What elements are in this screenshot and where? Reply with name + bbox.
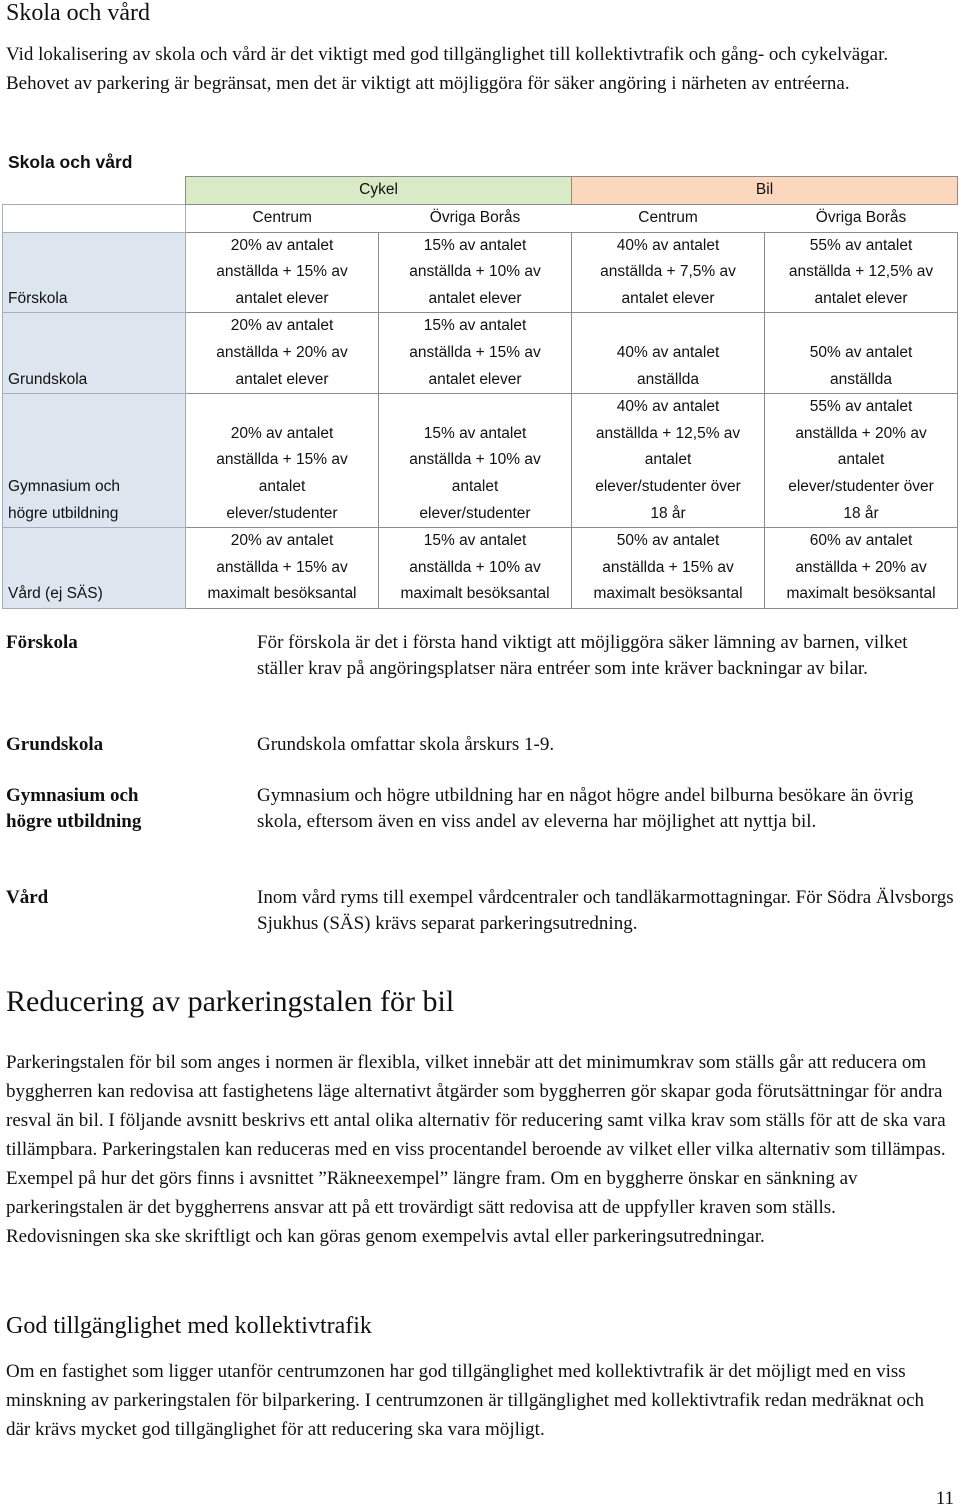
table-cell: 20% av antalet anställda + 20% av antalet elever [186, 313, 379, 394]
row-label: Grundskola [3, 313, 186, 394]
table-cell: 50% av antalet anställda [765, 313, 958, 394]
intro-paragraph: Vid lokalisering av skola och vård är det viktigt med god tillgänglighet till kollektivtrafik och gång- och cykelvägar. Behovet av parkering är begränsat, men det är viktigt att möjliggöra för säker angöring i närheten av entréerna. [6, 44, 889, 94]
group-header-row [3, 177, 958, 205]
sub-header-bil-centrum: Centrum [572, 205, 765, 233]
table-cell: 50% av antalet anställda + 15% av maximalt besöksantal [572, 528, 765, 609]
definition-term: Grundskola [6, 734, 104, 755]
sub-header-bil-ovriga: Övriga Borås [765, 205, 958, 233]
section-heading-kollektivtrafik: God tillgänglighet med kollektivtrafik [6, 1313, 372, 1339]
parking-norm-table [2, 176, 958, 609]
row-label: Gymnasium och högre utbildning [3, 394, 186, 528]
table-cell: 40% av antalet anställda [572, 313, 765, 394]
table-cell: 15% av antalet anställda + 15% av antalet elever [379, 313, 572, 394]
table-cell: 40% av antalet anställda + 12,5% av antalet elever/studenter över 18 år [572, 394, 765, 528]
section-heading-reducering: Reducering av parkeringstalen för bil [6, 985, 455, 1018]
row-label: Förskola [3, 232, 186, 313]
page-heading: Skola och vård [6, 0, 150, 26]
definition-term: Förskola [6, 632, 78, 653]
header-empty-cell [3, 177, 186, 205]
table-cell: 20% av antalet anställda + 15% av antalet elever [186, 232, 379, 313]
page-number: 11 [935, 1488, 954, 1509]
table-cell: 15% av antalet anställda + 10% av antalet elever/studenter [379, 394, 572, 528]
definition-text: Inom vård ryms till exempel vårdcentraler och tandläkarmottagningar. För Södra Älvsborgs Sjukhus (SÄS) krävs separat parkeringsutredning. [257, 887, 954, 934]
table-row-vard [3, 528, 958, 609]
section-paragraph-kollektivtrafik: Om en fastighet som ligger utanför centrumzonen har god tillgänglighet med kollektivtrafik är det möjligt med en viss minskning av parkeringstalen för bilparkering. I centrumzonen är tillgänglighet med kollektivtrafik redan medräknat och där krävs mycket god tillgänglighet för att reducering ska vara möjligt. [6, 1361, 925, 1440]
definition-term: Gymnasium och högre utbildning [6, 785, 142, 832]
row-label: Vård (ej SÄS) [3, 528, 186, 609]
table-cell: 60% av antalet anställda + 20% av maximalt besöksantal [765, 528, 958, 609]
corner-cell [3, 205, 186, 233]
table-cell: 20% av antalet anställda + 15% av maximalt besöksantal [186, 528, 379, 609]
table-row-forskola [3, 232, 958, 313]
sub-header-cykel-centrum: Centrum [186, 205, 379, 233]
table-cell: 40% av antalet anställda + 7,5% av antalet elever [572, 232, 765, 313]
table-title: Skola och vård [8, 152, 133, 172]
table-cell: 55% av antalet anställda + 20% av antalet elever/studenter över 18 år [765, 394, 958, 528]
definition-text: Grundskola omfattar skola årskurs 1-9. [257, 734, 555, 755]
group-header-bil: Bil [572, 177, 958, 205]
definition-text: För förskola är det i första hand viktigt att möjliggöra säker lämning av barnen, vilket ställer krav på angöringsplatser nära entréer som inte kräver backningar av bilar. [257, 632, 908, 679]
section-paragraph-reducering: Parkeringstalen för bil som anges i normen är flexibla, vilket innebär att det minimumkrav som ställs går att reducera om byggherren kan redovisa att fastighetens läge alternativt åtgärder som byggherren gör skapar goda förutsättningar för andra resval än bil. I följande avsnitt beskrivs ett antal olika alternativ för reducering samt vilka krav som ställs för att de ska vara tillämpbara. Parkeringstalen kan reduceras med en viss procentandel beroende av vilket eller vilka alternativ som tillämpas. Exempel på hur det görs finns i avsnittet ”Räkneexempel” längre fram. Om en byggherre önskar en sänkning av parkeringstalen är det byggherrens ansvar att på ett trovärdigt sätt redovisa att de uppfyller kraven som ställs. Redovisningen ska ske skriftligt och kan göras genom exempelvis avtal eller parkeringsutredningar. [6, 1052, 946, 1247]
table-cell: 15% av antalet anställda + 10% av maximalt besöksantal [379, 528, 572, 609]
group-header-cykel: Cykel [186, 177, 572, 205]
definition-term: Vård [6, 887, 49, 908]
table-cell: 15% av antalet anställda + 10% av antalet elever [379, 232, 572, 313]
sub-header-row [3, 205, 958, 233]
table-row-grundskola [3, 313, 958, 394]
table-cell: 55% av antalet anställda + 12,5% av antalet elever [765, 232, 958, 313]
definition-text: Gymnasium och högre utbildning har en något högre andel bilburna besökare än övrig skola, eftersom även en viss andel av eleverna har möjlighet att nyttja bil. [257, 785, 914, 832]
sub-header-cykel-ovriga: Övriga Borås [379, 205, 572, 233]
table-row-gymnasium [3, 394, 958, 528]
table-cell: 20% av antalet anställda + 15% av antalet elever/studenter [186, 394, 379, 528]
